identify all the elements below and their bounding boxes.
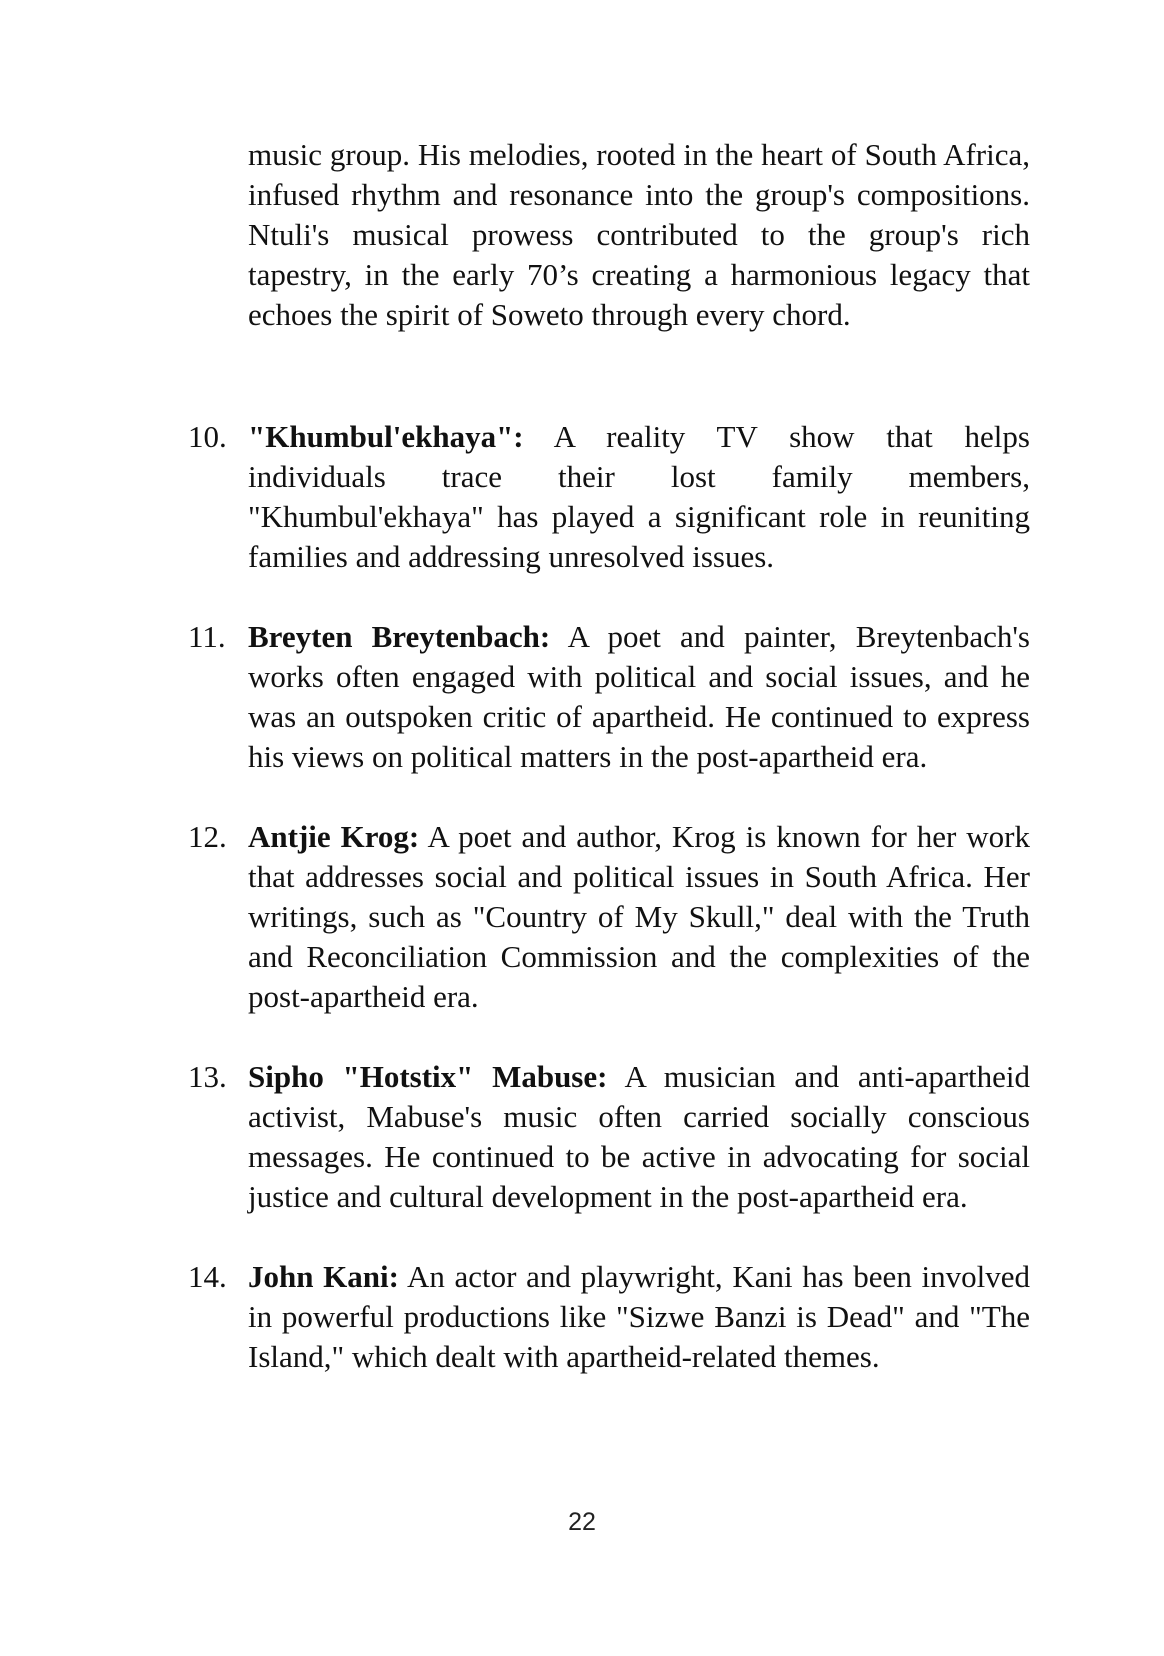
page-number: 22	[568, 1508, 596, 1536]
item-term: Breyten Breytenbach:	[248, 619, 551, 654]
item-number: 13.	[188, 1059, 227, 1094]
item-text: A reality TV show that helps individuals trace their lost family members, "Khumbul'ekhaya" has played a significant role in reuniting families and addressing unresolved issues.	[248, 419, 1030, 574]
list-item	[188, 617, 1030, 777]
item-number: 11.	[188, 619, 226, 654]
item-term: Sipho "Hotstix" Mabuse:	[248, 1059, 608, 1094]
list-item	[188, 1257, 1030, 1377]
item-text: A poet and painter, Breytenbach's works often engaged with political and social issues, and he was an outspoken critic of apartheid. He continued to express his views on political matters in the post-apartheid era.	[248, 619, 1030, 774]
continuation-paragraph: music group. His melodies, rooted in the heart of South Africa, infused rhythm and resonance into the group's compositions. Ntuli's musical prowess contributed to the group's rich tapestry, in the early 70’s creating a harmonious legacy that echoes the spirit of Soweto through every chord.	[248, 137, 1030, 332]
item-term: "Khumbul'ekhaya":	[248, 419, 524, 454]
item-term: John Kani:	[248, 1259, 399, 1294]
item-text: A musician and anti-apartheid activist, Mabuse's music often carried socially conscious messages. He continued to be active in advocating for social justice and cultural development in the post-apartheid era.	[248, 1059, 1030, 1214]
item-text: An actor and playwright, Kani has been involved in powerful productions like "Sizwe Banzi is Dead" and "The Island," which dealt with apartheid-related themes.	[248, 1259, 1030, 1374]
item-number: 12.	[188, 819, 227, 854]
numbered-list	[188, 417, 1030, 1417]
list-item	[188, 817, 1030, 1017]
item-term: Antjie Krog:	[248, 819, 420, 854]
item-number: 14.	[188, 1259, 227, 1294]
list-item	[188, 1057, 1030, 1217]
item-number: 10.	[188, 419, 227, 454]
list-item	[188, 417, 1030, 577]
item-text: A poet and author, Krog is known for her work that addresses social and political issues in South Africa. Her writings, such as "Country of My Skull," deal with the Truth and Reconciliation Commission and the complexities of the post-apartheid era.	[248, 819, 1030, 1014]
